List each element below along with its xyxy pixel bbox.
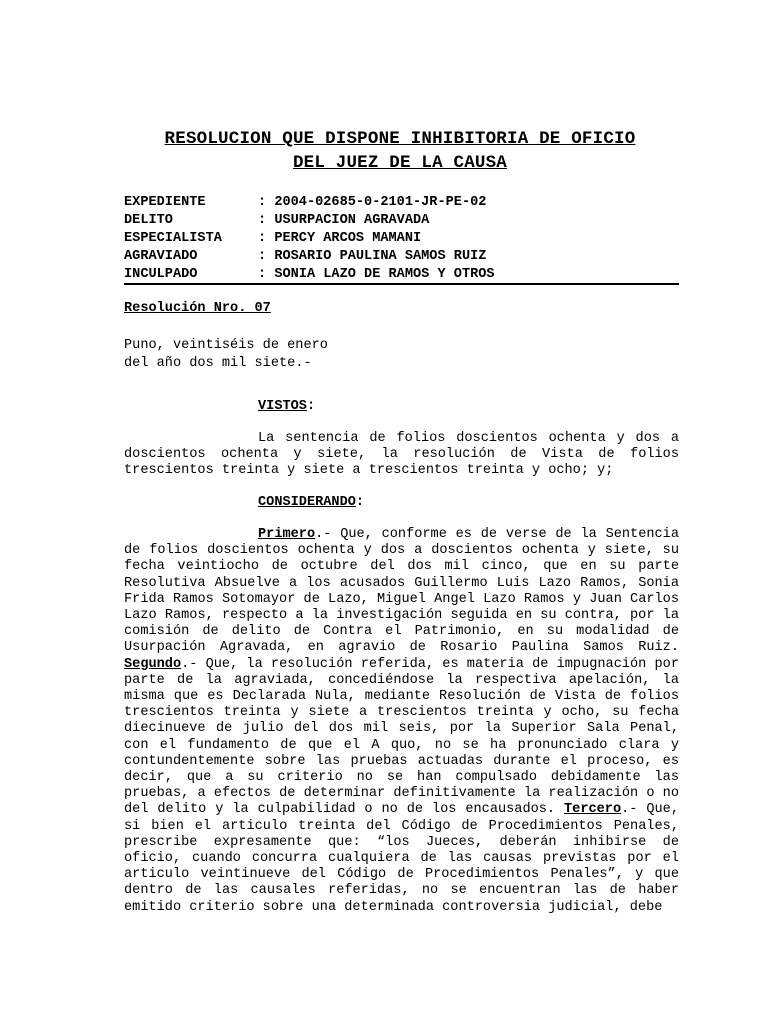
vistos-heading-label: VISTOS	[258, 399, 307, 414]
meta-key-delito: DELITO	[124, 213, 173, 228]
primero-label-wrap	[258, 527, 315, 542]
document-title-line-1: RESOLUCION QUE DISPONE INHIBITORIA DE OFICIO	[164, 129, 636, 149]
tercero-text: .- Que, si bien el articulo treinta del Código de Procedimientos Penales, prescribe expresamente que: “los Jueces, deberán inhibirse de oficio, cuando concurra cualquiera de las causas previstas por el articulo veintinueve del Código de Procedimientos Penales”, y que dentro de las causales referidas, no se encuentran las de haber emitido criterio sobre una determinada controversia judicial, debe	[124, 802, 679, 915]
meta-value-expediente: : 2004-02685-0-2101-JR-PE-02	[258, 195, 487, 210]
considerando-heading	[258, 494, 364, 512]
primero-text: .- Que, conforme es de verse de la Sentencia de folios doscientos ochenta y dos a doscientos ochenta y siete, su fecha veintiocho de octubre del dos mil cinco, que en su parte Resolutiva Absuelve a los acusados Guillermo Luis Lazo Ramos, Sonia Frida Ramos Sotomayor de Lazo, Miguel Angel Lazo Ramos y Juan Carlos Lazo Ramos, respecto a la investigación seguida en su contra, por la comisión de delito de Contra el Patrimonio, en su modalidad de Usurpación Agravada, en agravio de Rosario Paulina Samos Ruiz.	[124, 527, 679, 656]
meta-value-inculpado: : SONIA LAZO DE RAMOS Y OTROS	[258, 267, 495, 282]
meta-key-inculpado: INCULPADO	[124, 267, 198, 282]
document-title-line-2: DEL JUEZ DE LA CAUSA	[292, 153, 508, 173]
meta-value-agraviado: : ROSARIO PAULINA SAMOS RUIZ	[258, 249, 487, 264]
meta-key-agraviado: AGRAVIADO	[124, 249, 198, 264]
considerando-paragraph	[124, 527, 679, 916]
segundo-text: .- Que, la resolución referida, es materia de impugnación por parte de la agraviada, concediéndose la respectiva apelación, la misma que es Declarada Nula, mediante Resolución de Vista de folios trescientos treinta y siete a trescientos treinta y ocho, su fecha diecinueve de julio del dos mil seis, por la Superior Sala Penal, con el fundamento de que el A quo, no se ha pronunciado clara y contundentemente sobre las pruebas actuadas durante el proceso, es decir, que a su criterio no se han compulsado debidamente las pruebas, a efectos de determinar definitivamente la realización o no del delito y la culpabilidad o no de los encausados.	[124, 656, 679, 818]
segundo-label-wrap	[124, 657, 181, 672]
meta-key-especialista: ESPECIALISTA	[124, 231, 222, 246]
header-divider	[124, 283, 679, 285]
meta-key-expediente: EXPEDIENTE	[124, 195, 206, 210]
tercero-label-wrap	[564, 802, 621, 817]
primero-label: Primero	[258, 527, 316, 542]
vistos-heading	[258, 398, 315, 416]
tercero-label: Tercero	[564, 802, 622, 818]
considerando-heading-label: CONSIDERANDO	[258, 495, 356, 510]
meta-value-especialista: : PERCY ARCOS MAMANI	[258, 231, 422, 246]
date-line-2: del año dos mil siete.-	[124, 356, 312, 371]
resolution-number: Resolución Nro. 07	[124, 301, 271, 316]
meta-value-delito: : USURPACION AGRAVADA	[258, 213, 430, 228]
segundo-label: Segundo	[124, 656, 182, 672]
vistos-heading-colon: :	[306, 399, 316, 414]
considerando-heading-colon: :	[355, 495, 365, 510]
vistos-paragraph: La sentencia de folios doscientos ochenta y dos a doscientos ochenta y siete, la resolución de Vista de folios trescientos treinta y siete a trescientos treinta y ocho; y;	[124, 431, 679, 479]
date-line-1: Puno, veintiséis de enero	[124, 338, 328, 353]
